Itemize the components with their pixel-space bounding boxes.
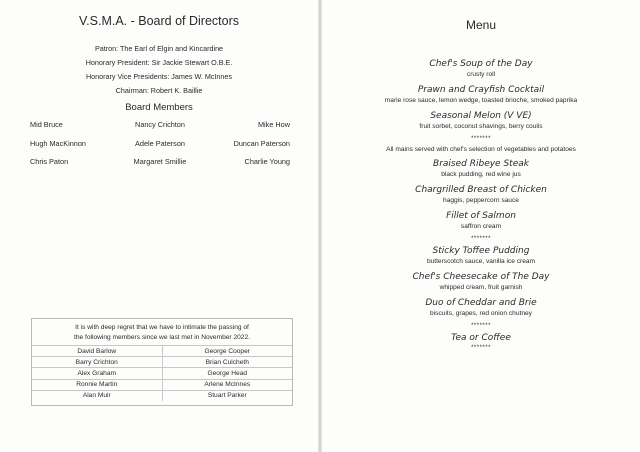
dish-name: Fillet of Salmon [446,211,516,221]
dish-name: Duo of Cheddar and Brie [425,298,537,308]
dish-description: marie rose sauce, lemon wedge, toasted brioche, smoked paprika [384,97,578,104]
menu-list [322,58,640,354]
dish-description: crusty roll [466,71,496,78]
dish-name: Tea or Coffee [451,333,511,343]
dish-name: Prawn and Crayfish Cocktail [417,85,545,95]
board-member: Chris Paton [30,157,69,166]
board-member: Mid Bruce [30,120,63,129]
memorial-intro-line: the following members since we last met in November 2022. [74,333,250,341]
dish-description: saffron cream [460,223,502,230]
board-title: V.S.M.A. - Board of Directors [78,14,239,28]
course-separator: ******* [471,345,491,351]
board-members-row [30,120,290,139]
officer-patron: Patron: The Earl of Elgin and Kincardine [94,44,224,53]
board-member: Mike How [257,120,290,129]
dish-name: Sticky Toffee Pudding [432,246,530,256]
dish-description: whipped cream, fruit garnish [439,284,523,291]
memorial-name: Barry Crichton [32,357,162,368]
memorial-intro [32,319,292,342]
memorial-name: George Cooper [162,346,292,357]
board-members-row [30,157,290,176]
dish-name: Seasonal Melon (V VE) [430,111,532,121]
dish-name: Chef's Cheesecake of The Day [412,272,550,282]
menu-item [322,158,640,180]
officer-chairman: Chairman: Robert K. Baillie [115,86,203,95]
board-member: Duncan Paterson [233,138,290,148]
right-page [322,0,640,452]
board-members-heading: Board Members [125,102,193,113]
memorial-name: Brian Culcheth [162,357,292,368]
memorial-table [32,345,292,401]
table-row [32,357,292,368]
memorial-name: George Head [162,368,292,379]
menu-item [322,58,640,80]
board-members-grid [30,120,290,176]
menu-item [322,184,640,206]
course-separator: ******* [471,236,491,242]
memorial-box [31,318,293,406]
memorial-name: Arlene McInnes [162,379,292,390]
menu-item [322,84,640,106]
board-member: Margaret Smillie [133,157,187,166]
course-separator: ******* [471,323,491,329]
menu-item [322,245,640,267]
memorial-name: Ronnie Martin [32,379,162,390]
dish-description: butterscotch sauce, vanilla ice cream [426,258,536,265]
menu-title: Menu [465,18,497,32]
menu-item [322,110,640,132]
dish-description: fruit sorbet, coconut shavings, berry coulis [419,123,543,130]
table-row [32,379,292,390]
memorial-name: Alex Graham [32,368,162,379]
officer-honorary-vice-presidents: Honorary Vice Presidents: James W. McInnes [85,72,233,81]
memorial-name: David Barlow [32,346,162,357]
dish-name: Braised Ribeye Steak [433,159,529,169]
dish-description: haggis, peppercorn sauce [443,197,519,204]
menu-item [322,210,640,232]
table-row [32,346,292,357]
left-page [0,0,318,452]
board-members-row [30,139,290,158]
mains-note: All mains served with chef's selection of vegetables and potatoes [386,146,576,153]
dish-name: Chef's Soup of the Day [429,59,533,69]
board-member: Adele Paterson [135,138,185,148]
memorial-name: Stuart Parker [162,390,292,401]
board-member: Nancy Crichton [135,120,185,129]
board-member: Hugh MacKinnon [30,138,86,148]
officers-list [0,42,318,98]
dish-description: black pudding, red wine jus [441,171,521,178]
course-separator: ******* [471,136,491,142]
table-row [32,390,292,401]
menu-item [322,332,640,344]
table-row [32,368,292,379]
memorial-name: Alan Muir [32,390,162,401]
officer-honorary-president: Honorary President: Sir Jackie Stewart O.B.E. [85,58,233,67]
menu-item [322,271,640,293]
dish-description: biscuits, grapes, red onion chutney [430,310,532,317]
board-member: Charlie Young [244,157,290,166]
menu-item [322,297,640,319]
dish-name: Chargrilled Breast of Chicken [415,185,547,195]
memorial-intro-line: It is with deep regret that we have to intimate the passing of [75,324,249,331]
